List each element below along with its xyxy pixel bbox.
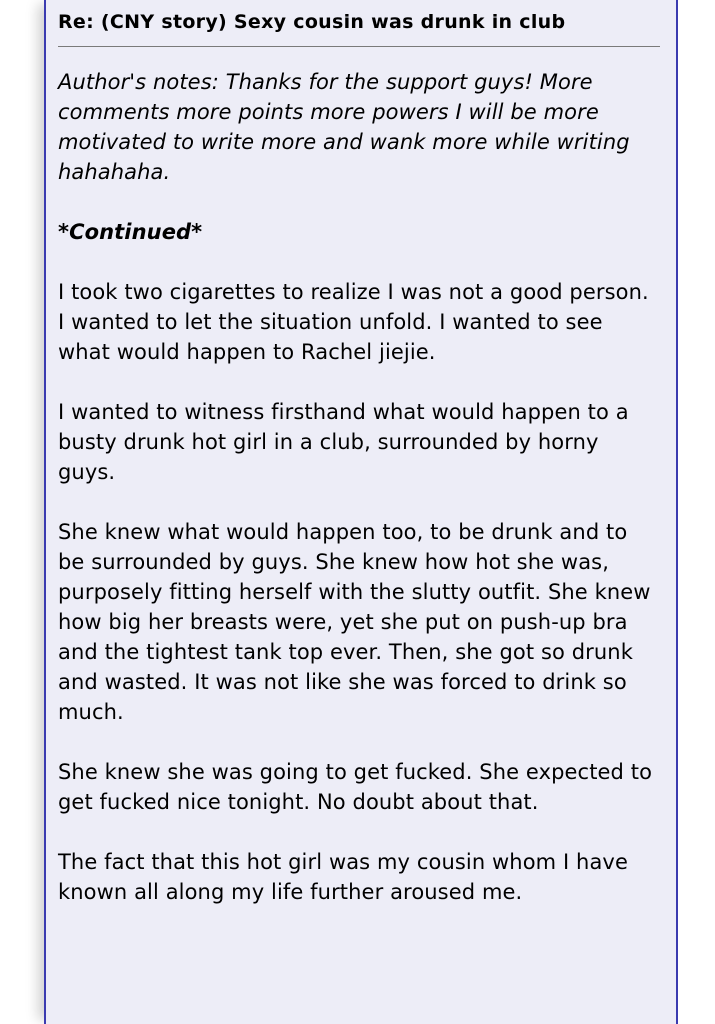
story-paragraph-5: The fact that this hot girl was my cousin whom I have known all along my life further aroused me. (58, 850, 628, 904)
author-notes: Author's notes: Thanks for the support guys! More comments more points more powers I will be more motivated to write more and wank more while writing hahahaha. (58, 70, 630, 184)
post-title: Re: (CNY story) Sexy cousin was drunk in club (58, 11, 566, 33)
story-paragraph-1: I took two cigarettes to realize I was not a good person. I wanted to let the situation unfold. I wanted to see what would happen to Rachel jiejie. (58, 280, 649, 364)
story-paragraph-2: I wanted to witness firsthand what would happen to a busty drunk hot girl in a club, surrounded by horny guys. (58, 400, 629, 484)
post-body (58, 67, 660, 907)
continued-marker: *Continued* (58, 220, 203, 244)
story-paragraph-4: She knew she was going to get fucked. She expected to get fucked nice tonight. No doubt about that. (58, 760, 653, 814)
story-paragraph-3: She knew what would happen too, to be drunk and to be surrounded by guys. She knew how hot she was, purposely fitting herself with the slutty outfit. She knew how big her breasts were, yet she put on push-up bra and the tightest tank top ever. Then, she got so drunk and wasted. It was not like she was forced to drink so much. (58, 520, 651, 724)
forum-post-panel (44, 0, 678, 1024)
title-divider (58, 46, 660, 47)
